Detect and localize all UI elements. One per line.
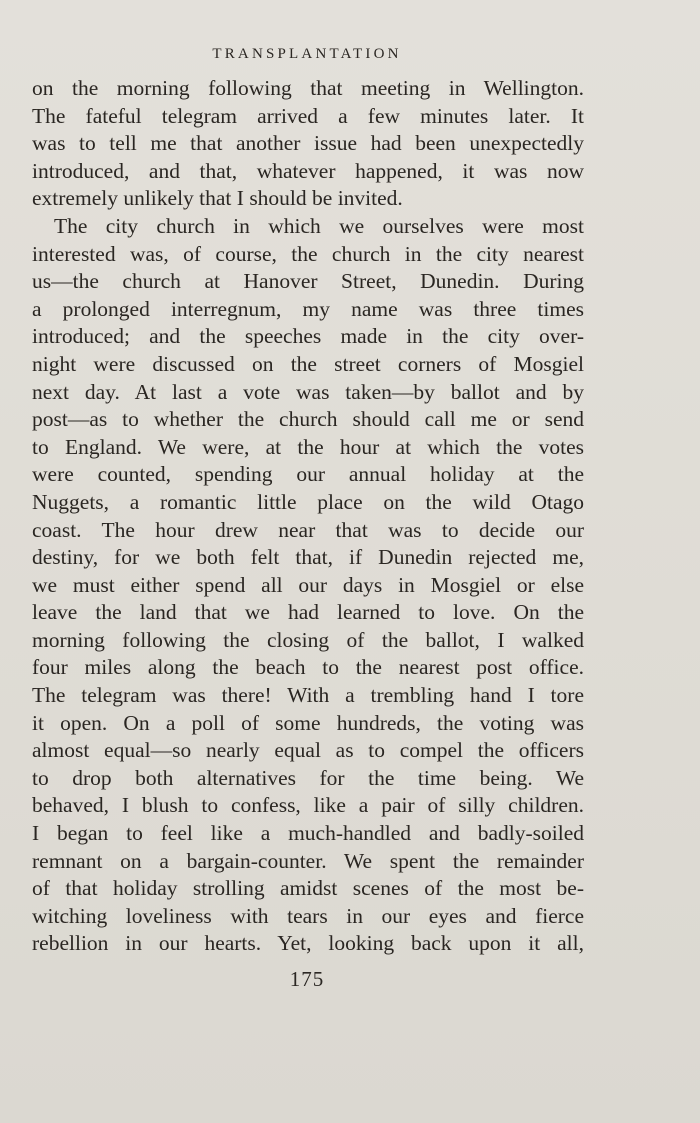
text-line: extremely unlikely that I should be invited. [32, 186, 403, 211]
text-line: on the morning following that meeting in Wellington. [32, 76, 584, 100]
text-line: almost equal—so nearly equal as to compel the officers [32, 738, 584, 763]
text-line: next day. At last a vote was taken—by ballot and by [32, 379, 584, 404]
text-line: leave the land that we had learned to love. On the [32, 600, 584, 625]
text-line: introduced; and the speeches made in the city over- [32, 324, 584, 349]
text-line: was to tell me that another issue had been unexpectedly [32, 131, 584, 156]
text-line: Nuggets, a romantic little place on the wild Otago [32, 489, 584, 514]
text-line: were counted, spending our annual holiday at the [32, 462, 584, 487]
text-line: witching loveliness with tears in our eyes and fierce [32, 903, 584, 928]
paragraph-start-line: The city church in which we ourselves were most [54, 213, 584, 238]
text-line: The telegram was there! With a trembling hand I tore [32, 683, 584, 708]
text-line: four miles along the beach to the nearest post office. [32, 655, 584, 680]
text-line: The fateful telegram arrived a few minutes later. It [32, 103, 584, 128]
text-line: it open. On a poll of some hundreds, the voting was [32, 710, 584, 735]
text-line: destiny, for we both felt that, if Dunedin rejected me, [32, 545, 584, 570]
running-head: TRANSPLANTATION [212, 46, 402, 62]
text-line: I began to feel like a much-handled and badly-soiled [32, 821, 584, 846]
text-line: coast. The hour drew near that was to decide our [32, 517, 584, 542]
body-text [32, 75, 584, 958]
text-line: rebellion in our hearts. Yet, looking back upon it all, [32, 931, 584, 956]
text-line: to drop both alternatives for the time being. We [32, 765, 584, 790]
text-line: interested was, of course, the church in the city nearest [32, 241, 584, 266]
text-line: of that holiday strolling amidst scenes of the most be- [32, 876, 584, 901]
page-number: 175 [289, 967, 325, 991]
text-line: behaved, I blush to confess, like a pair of silly children. [32, 793, 584, 818]
text-line: introduced, and that, whatever happened, it was now [32, 158, 584, 183]
text-line: us—the church at Hanover Street, Dunedin. During [32, 269, 584, 294]
text-line: post—as to whether the church should call me or send [32, 407, 584, 432]
text-line: remnant on a bargain-counter. We spent the remainder [32, 848, 584, 873]
text-line: night were discussed on the street corners of Mosgiel [32, 351, 584, 376]
text-line: morning following the closing of the ballot, I walked [32, 627, 584, 652]
text-line: we must either spend all our days in Mosgiel or else [32, 572, 584, 597]
text-line: a prolonged interregnum, my name was three times [32, 296, 584, 321]
text-line: to England. We were, at the hour at which the votes [32, 434, 584, 459]
